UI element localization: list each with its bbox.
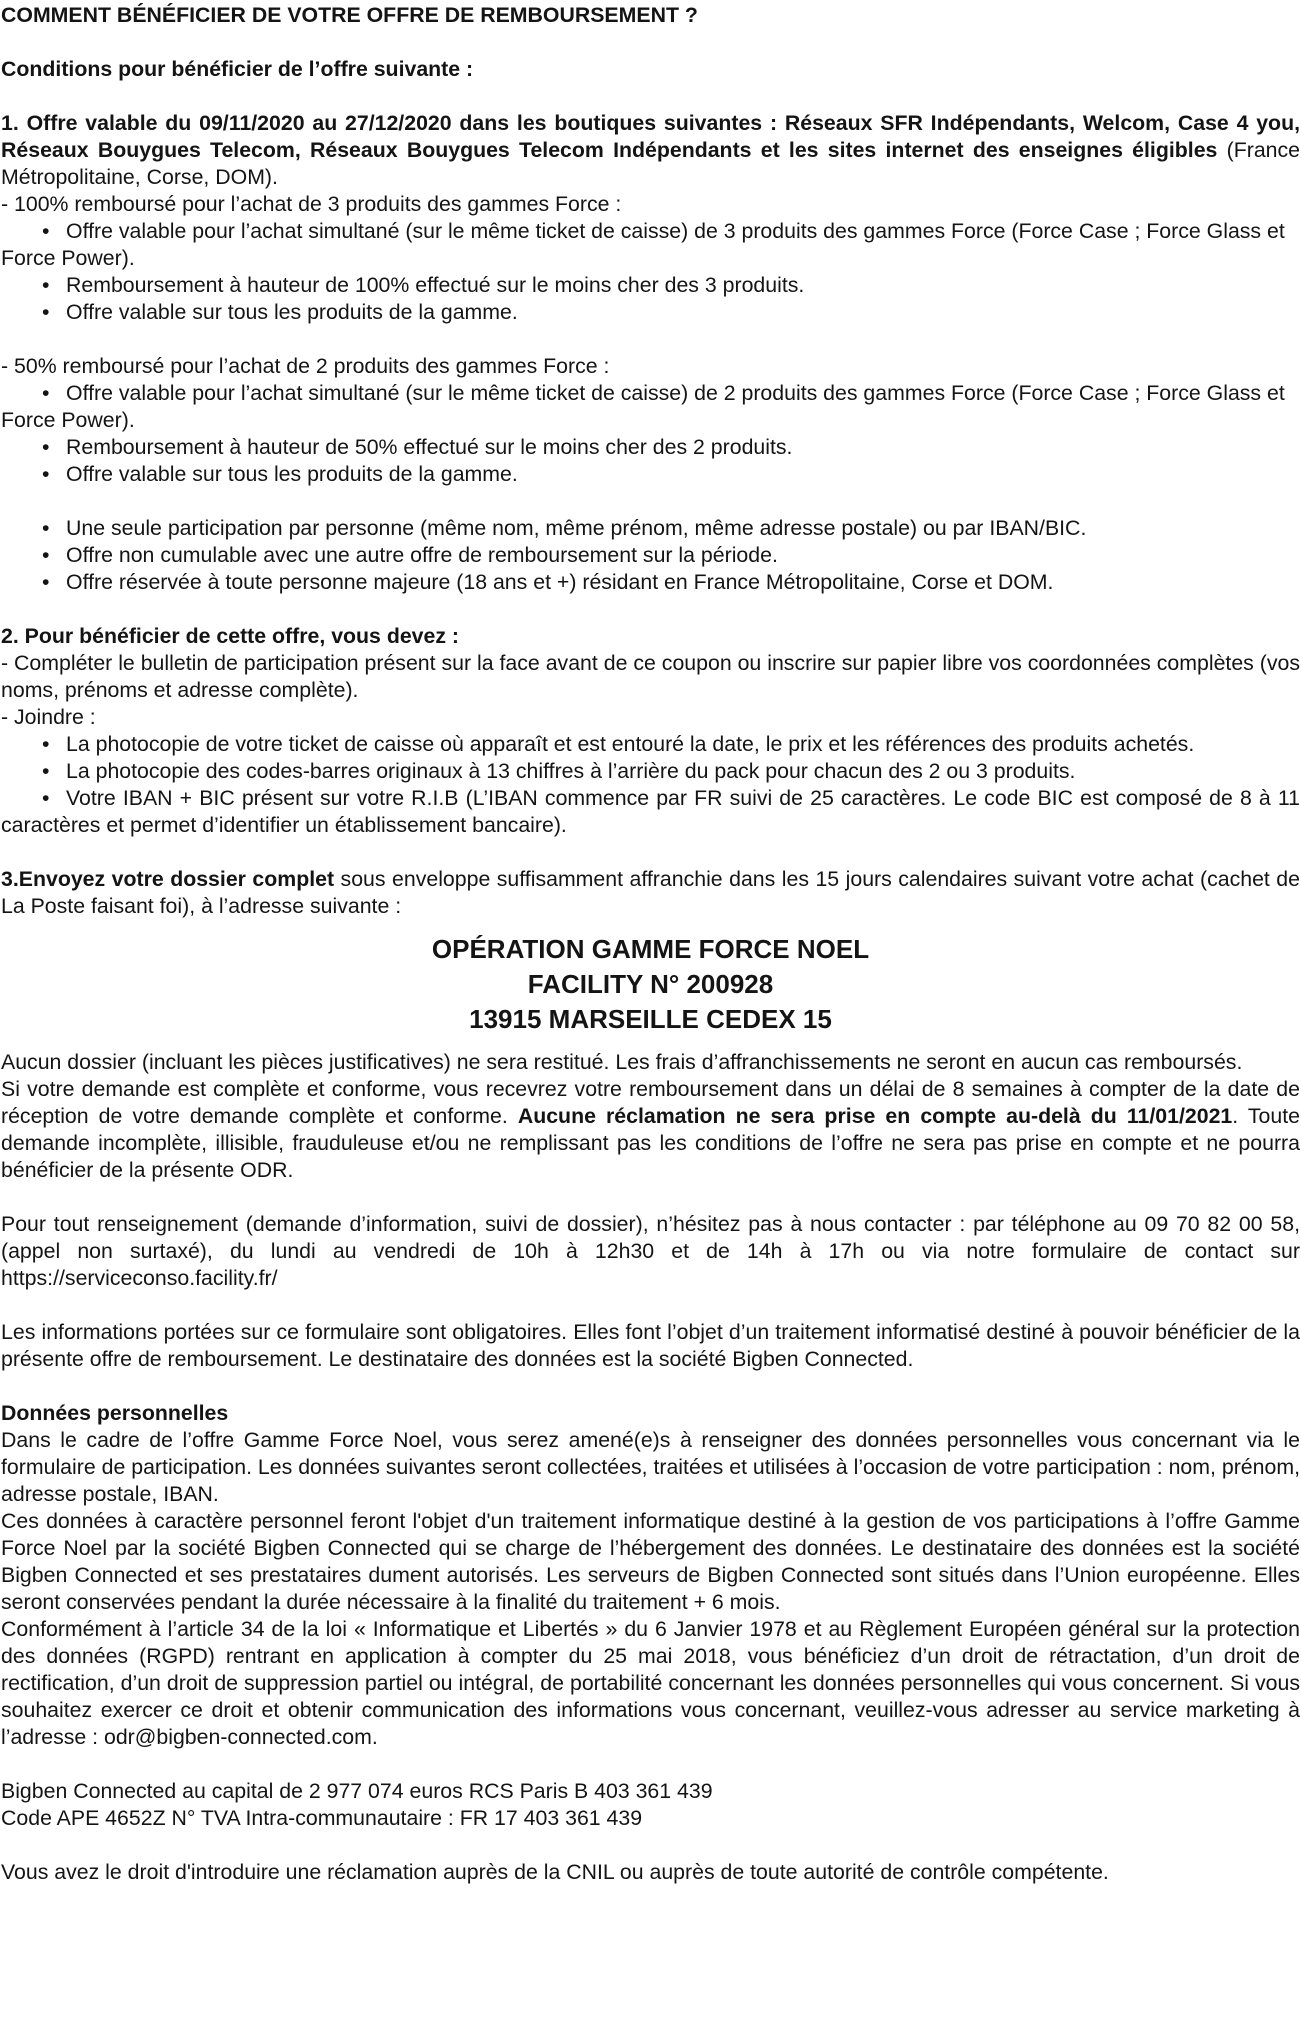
info-required: Les informations portées sur ce formulaire sont obligatoires. Elles font l’objet d’un traitement informatisé destiné à pouvoir bénéficier de la présente offre de remboursement. Le destinataire des données est la société Bigben Connected.: [1, 1320, 1300, 1371]
cnil-notice: Vous avez le droit d'introduire une réclamation auprès de la CNIL ou auprès de toute autorité de contrôle compétente.: [1, 1860, 1109, 1884]
spacer: [1, 596, 1300, 623]
section-2-heading: 2. Pour bénéficier de cette offre, vous devez :: [1, 624, 460, 648]
conditions-heading: Conditions pour bénéficier de l’offre suivante :: [1, 57, 474, 81]
list-item: • Une seule participation par personne (même nom, même prénom, même adresse postale) ou par IBAN/BIC.: [1, 515, 1300, 542]
postal-address: [1, 932, 1300, 1037]
list-item: • La photocopie des codes-barres originaux à 13 chiffres à l’arrière du pack pour chacun des 2 ou 3 produits.: [1, 758, 1300, 785]
company-info-line-1: Bigben Connected au capital de 2 977 074 euros RCS Paris B 403 361 439: [1, 1779, 713, 1803]
address-line-2: FACILITY N° 200928: [527, 969, 774, 999]
company-info-line-2: Code APE 4652Z N° TVA Intra-communautaire : FR 17 403 361 439: [1, 1806, 643, 1830]
spacer: [1, 839, 1300, 866]
section-3: 3.Envoyez votre dossier complet sous enveloppe suffisamment affranchie dans les 15 jours calendaires suivant votre achat (cachet de La Poste faisant foi), à l’adresse suivante :: [1, 867, 1300, 918]
contact-info: Pour tout renseignement (demande d’information, suivi de dossier), n’hésitez pas à nous contacter : par téléphone au 09 70 82 00 58, (appel non surtaxé), du lundi au vendredi de 10h à 12h30 et de 14h à 17h ou via notre formulaire de contact sur https://serviceconso.facility.fr/: [1, 1212, 1300, 1290]
list-item: • Remboursement à hauteur de 100% effectué sur le moins cher des 3 produits.: [1, 272, 1300, 299]
offer-validity: [1, 110, 1300, 191]
spacer: [1, 83, 1300, 110]
list-item: • Offre réservée à toute personne majeure (18 ans et +) résidant en France Métropolitaine, Corse et DOM.: [1, 569, 1300, 596]
spacer: [1, 1832, 1300, 1859]
spacer: [1, 1292, 1300, 1319]
list-item: • Offre non cumulable avec une autre offre de remboursement sur la période.: [1, 542, 1300, 569]
spacer: [1, 488, 1300, 515]
document-title: COMMENT BÉNÉFICIER DE VOTRE OFFRE DE REMBOURSEMENT ?: [1, 3, 698, 27]
list-item: • La photocopie de votre ticket de caisse où apparaît et est entouré la date, le prix et les références des produits achetés.: [42, 732, 1195, 756]
address-line-3: 13915 MARSEILLE CEDEX 15: [469, 1004, 832, 1034]
section-2-join: - Joindre :: [1, 705, 96, 729]
refund-notice: Si votre demande est complète et conforme, vous recevrez votre remboursement dans un délai de 8 semaines à compter de la date de réception de votre demande complète et conforme. Aucune réclamation ne sera prise en compte au-delà du 11/01/2021. Toute demande incomplète, illisible, frauduleuse et/ou ne remplissant pas les conditions de l’offre ne sera pas prise en compte et ne pourra bénéficier de la présente ODR.: [1, 1077, 1300, 1182]
offer-validity-bold: 1. Offre valable du 09/11/2020 au 27/12/2020 dans les boutiques suivantes : Réseaux SFR Indépendants, Welcom, Case 4 you, Réseaux Bouygues Telecom, Réseaux Bouygues Telecom Indépendants et les sites internet des enseignes éligibles: [1, 111, 1300, 162]
no-return-notice: Aucun dossier (incluant les pièces justificatives) ne sera restitué. Les frais d’affranchissements ne seront en aucun cas remboursés.: [1, 1050, 1243, 1074]
spacer: [1, 326, 1300, 353]
personal-data-p1: Dans le cadre de l’offre Gamme Force Noel, vous serez amené(e)s à renseigner des données personnelles vous concernant via le formulaire de participation. Les données suivantes seront collectées, traitées et utilisées à l’occasion de votre participation : nom, prénom, adresse postale, IBAN.: [1, 1428, 1300, 1506]
document-page: [0, 2, 1301, 2032]
offer-100-heading: - 100% remboursé pour l’achat de 3 produits des gammes Force :: [1, 192, 622, 216]
spacer: [1, 1373, 1300, 1400]
spacer: [1, 1751, 1300, 1778]
personal-data-p2: Ces données à caractère personnel feront l'objet d'un traitement informatique destiné à la gestion de vos participations à l’offre Gamme Force Noel par la société Bigben Connected qui se charge de l’hébergement des données. Le destinataire des données est la société Bigben Connected et ses prestataires dument autorisés. Les serveurs de Bigben Connected sont situés dans l’Union européenne. Elles seront conservées pendant la durée nécessaire à la finalité du traitement + 6 mois.: [1, 1509, 1300, 1614]
list-item: • Offre valable sur tous les produits de la gamme.: [1, 461, 1300, 488]
personal-data-p3: Conformément à l’article 34 de la loi « Informatique et Libertés » du 6 Janvier 1978 et au Règlement Européen général sur la protection des données (RGPD) rentrant en application à compter du 25 mai 2018, vous bénéficiez d’un droit de rétractation, d’un droit de rectification, d’un droit de suppression partiel ou intégral, de portabilité concernant les données personnelles qui vous concernent. Si vous souhaitez exercer ce droit et obtenir communication des informations vous concernant, veuillez-vous adresser au service marketing à l’adresse : odr@bigben-connected.com.: [1, 1617, 1300, 1749]
list-item: • Offre valable pour l’achat simultané (sur le même ticket de caisse) de 2 produits des gammes Force (Force Case ; Force Glass et Force Power).: [1, 381, 1285, 432]
spacer: [1, 1184, 1300, 1211]
list-item: • Offre valable pour l’achat simultané (sur le même ticket de caisse) de 3 produits des gammes Force (Force Case ; Force Glass et Force Power).: [1, 219, 1285, 270]
offer-50-heading: - 50% remboursé pour l’achat de 2 produits des gammes Force :: [1, 354, 610, 378]
address-line-1: OPÉRATION GAMME FORCE NOEL: [431, 934, 870, 964]
personal-data-heading: Données personnelles: [1, 1401, 229, 1425]
list-item: • Remboursement à hauteur de 50% effectué sur le moins cher des 2 produits.: [1, 434, 1300, 461]
offer-validity-region: (France Métropolitaine, Corse, DOM).: [1, 138, 1300, 189]
list-item: • Offre valable sur tous les produits de la gamme.: [1, 299, 1300, 326]
section-2-complete: - Compléter le bulletin de participation présent sur la face avant de ce coupon ou inscrire sur papier libre vos coordonnées complètes (vos noms, prénoms et adresse complète).: [1, 651, 1300, 702]
list-item: • Votre IBAN + BIC présent sur votre R.I.B (L’IBAN commence par FR suivi de 25 caractères. Le code BIC est composé de 8 à 11 caractères et permet d’identifier un établissement bancaire).: [1, 786, 1300, 837]
